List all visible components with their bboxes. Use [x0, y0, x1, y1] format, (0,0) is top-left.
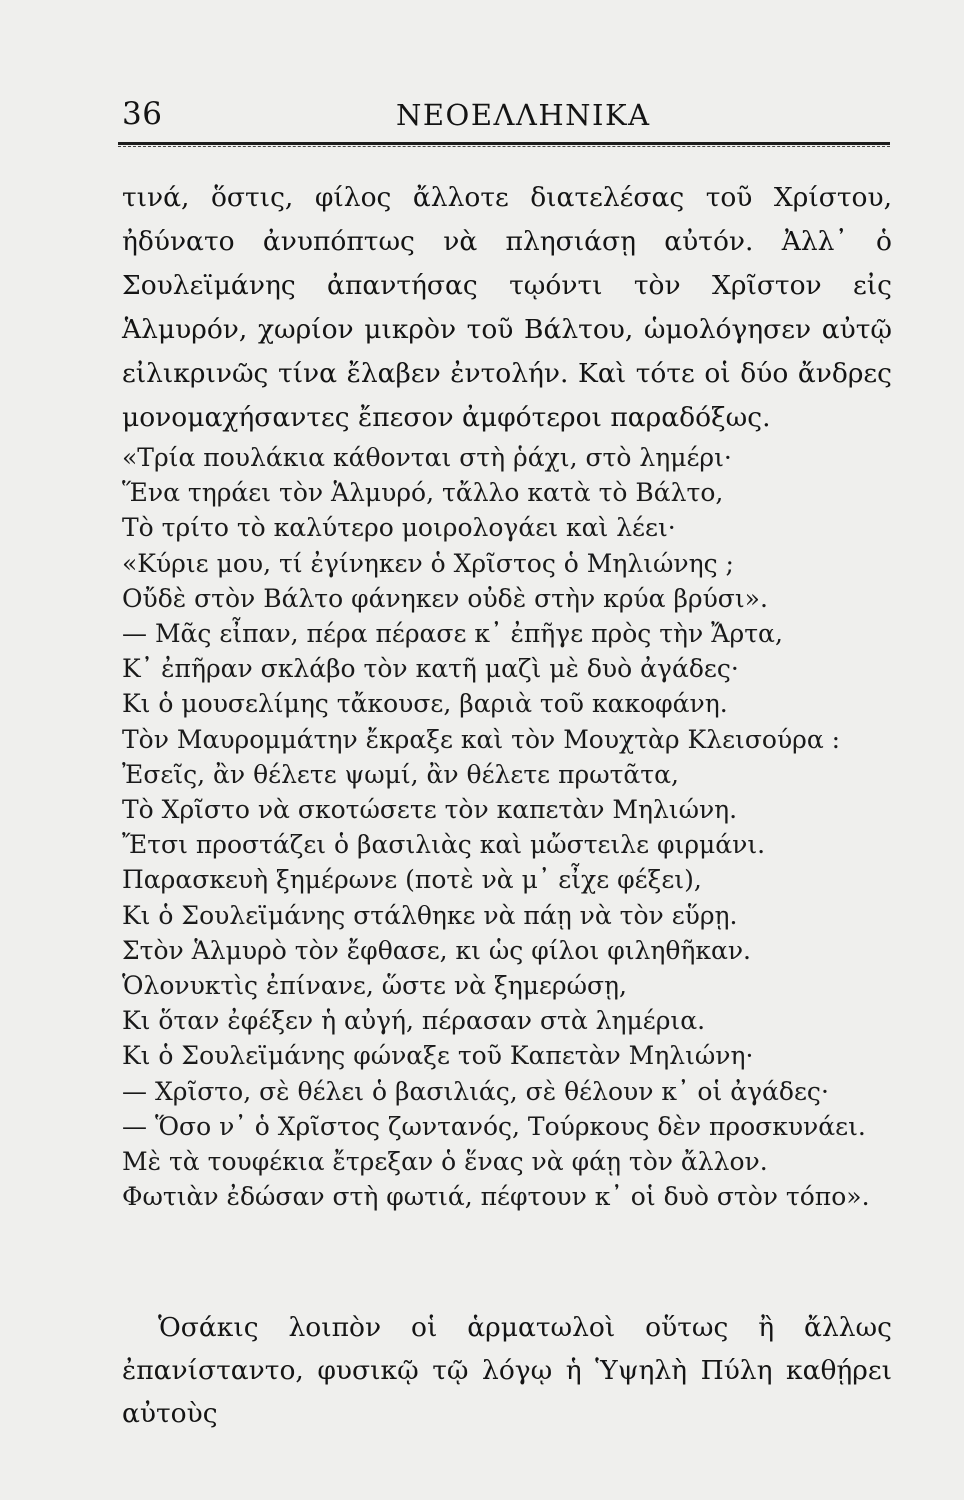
- poem-line: Παρασκευὴ ξημέρωνε (ποτὲ νὰ μ᾽ εἶχε φέξει),: [122, 865, 702, 895]
- poem-line: Κι ὁ μουσελίμης τἄκουσε, βαριὰ τοῦ κακοφάνη.: [122, 689, 728, 719]
- folk-song: [122, 440, 902, 1214]
- poem-line: Τὸ τρίτο τὸ καλύτερο μοιρολογάει καὶ λέει·: [122, 513, 676, 543]
- poem-line: Κι ὁ Σουλεϊμάνης στάλθηκε νὰ πάῃ νὰ τὸν εὕρῃ.: [122, 900, 738, 930]
- running-head: ΝΕΟΕΛΛΗΝΙΚΑ: [396, 98, 651, 132]
- poem-line: Κ᾽ ἐπῆραν σκλάβο τὸν κατῆ μαζὶ μὲ δυὸ ἀγάδες·: [122, 654, 739, 684]
- closing-paragraph: Ὁσάκις λοιπὸν οἱ ἁρματωλοὶ οὕτως ἢ ἄλλως ἐπανίσταντο, φυσικῷ τῷ λόγῳ ἡ Ὑψηλὴ Πύλη καθῄρει αὐτοὺς: [122, 1312, 892, 1429]
- page-number: 36: [122, 96, 163, 132]
- poem-line: Τὸ Χρῖστο νὰ σκοτώσετε τὸν καπετὰν Μηλιώνη.: [122, 795, 738, 825]
- poem-line: «Κύριε μου, τί ἐγίνηκεν ὁ Χρῖστος ὁ Μηλιώνης ;: [122, 548, 734, 578]
- poem-line: Τὸν Μαυρομμάτην ἔκραξε καὶ τὸν Μουχτὰρ Κλεισούρα :: [122, 724, 841, 754]
- poem-line: — Χρῖστο, σὲ θέλει ὁ βασιλιάς, σὲ θέλουν κ᾽ οἱ ἀγάδες·: [122, 1076, 829, 1106]
- poem-line: Μὲ τὰ τουφέκια ἔτρεξαν ὁ ἕνας νὰ φάῃ τὸν ἄλλον.: [122, 1147, 768, 1177]
- poem-line: Ἕνα τηράει τὸν Ἁλμυρό, τἄλλο κατὰ τὸ Βάλτο,: [122, 478, 724, 508]
- poem-line: Οὔδὲ στὸν Βάλτο φάνηκεν οὐδὲ στὴν κρύα βρύσι».: [122, 583, 768, 613]
- header-rule-dotted: [118, 146, 890, 147]
- poem-line: Ὁλονυκτὶς ἐπίνανε, ὥστε νὰ ξημερώσῃ,: [122, 971, 627, 1001]
- poem-line: Κι ὅταν ἐφέξεν ἡ αὐγή, πέρασαν στὰ λημέρια.: [122, 1006, 706, 1036]
- poem-line: — Ὅσο ν᾽ ὁ Χρῖστος ζωντανός, Τούρκους δὲν προσκυνάει.: [122, 1111, 866, 1141]
- poem-line: Φωτιὰν ἐδώσαν στὴ φωτιά, πέφτουν κ᾽ οἱ δυὸ στὸν τόπο».: [122, 1182, 870, 1212]
- poem-line: Κι ὁ Σουλεϊμάνης φώναξε τοῦ Καπετὰν Μηλιώνη·: [122, 1041, 754, 1071]
- poem-line: Ἔτσι προστάζει ὁ βασιλιὰς καὶ μὤστειλε φιρμάνι.: [122, 830, 766, 860]
- poem-line: «Τρία πουλάκια κάθονται στὴ ῥάχι, στὸ λημέρι·: [122, 443, 732, 472]
- poem-line: — Μᾶς εἶπαν, πέρα πέρασε κ᾽ ἐπῆγε πρὸς τὴν Ἄρτα,: [122, 619, 783, 649]
- opening-paragraph: τινά, ὅστις, φίλος ἄλλοτε διατελέσας τοῦ Χρίστου, ἠδύνατο ἀνυπόπτως νὰ πλησιάσῃ αὐτόν. Ἀλλ᾽ ὁ Σουλεϊμάνης ἀπαντήσας τῳόντι τὸν Χρῖστον εἰς Ἁλμυρόν, χωρίον μικρὸν τοῦ Βάλτου, ὡμολόγησεν αὐτῷ εἰλικρινῶς τίνα ἔλαβεν ἐντολήν. Καὶ τότε οἱ δύο ἄνδρες μονομαχήσαντες ἔπεσον ἀμφότεροι παραδόξως.: [122, 182, 892, 433]
- poem-line: Ἐσεῖς, ἂν θέλετε ψωμί, ἂν θέλετε πρωτᾶτα,: [122, 759, 679, 789]
- poem-line: Στὸν Ἁλμυρὸ τὸν ἔφθασε, κι ὡς φίλοι φιληθῆκαν.: [122, 935, 752, 965]
- header-rule: [118, 142, 890, 145]
